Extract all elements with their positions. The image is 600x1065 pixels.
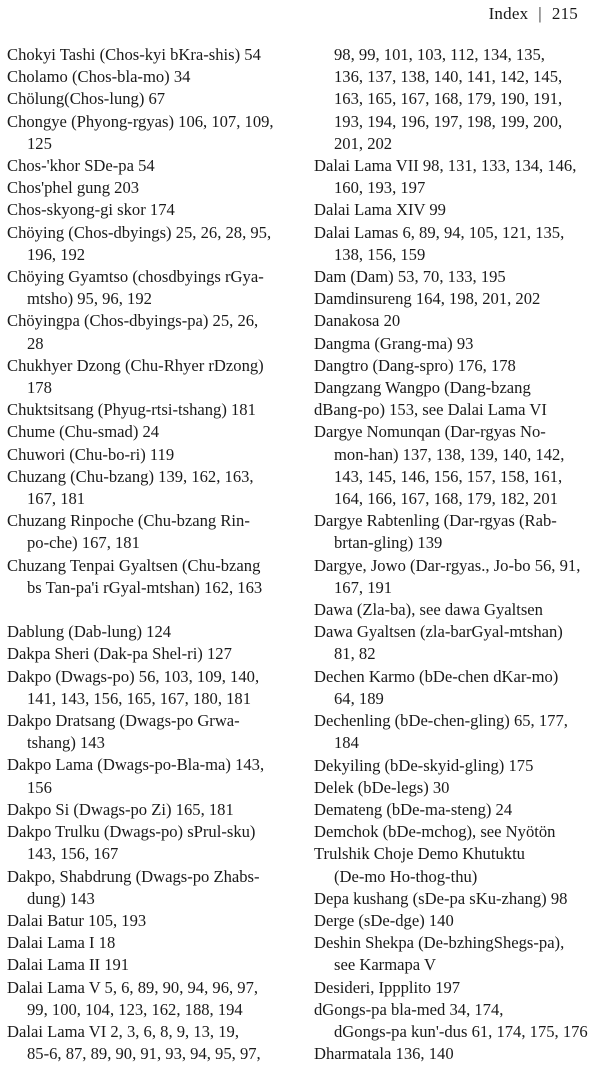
index-entry-continuation: 163, 165, 167, 168, 179, 190, 191, [334,89,563,109]
index-entry: Cholamo (Chos-bla-mo) 34 [7,67,191,87]
index-entry-continuation: po-che) 167, 181 [27,533,140,553]
index-entry: Dalai Lama II 191 [7,955,130,975]
index-entry: Dawa Gyaltsen (zla-barGyal-mtshan) [314,622,563,642]
index-entry: Chos-skyong-gi skor 174 [7,200,175,220]
index-entry: Desideri, Ippplito 197 [314,977,461,997]
index-entry: Dangzang Wangpo (Dang-bzang [314,378,531,398]
index-entry: Chokyi Tashi (Chos-kyi bKra-shis) 54 [7,45,261,64]
index-entry: Chuzang (Chu-bzang) 139, 162, 163, [7,466,254,486]
index-entry: Dangtro (Dang-spro) 176, 178 [314,355,516,375]
index-entry-continuation: 164, 166, 167, 168, 179, 182, 201 [334,489,559,509]
index-entry-continuation: 141, 143, 156, 165, 167, 180, 181 [27,688,252,708]
index-entry: Depa kushang (sDe-pa sKu-zhang) 98 [314,888,568,908]
index-entry: Delek (bDe-legs) 30 [314,777,450,797]
index-entry: Dalai Lama XIV 99 [314,200,446,220]
index-entry-continuation: 125 [27,133,52,153]
separator: | [538,4,542,23]
letter-gap [7,599,307,621]
index-entry-continuation: see Karmapa V [334,955,436,975]
index-entry: Chos-'khor SDe-pa 54 [7,156,155,176]
index-entry: Dakpo (Dwags-po) 56, 103, 109, 140, [7,666,260,686]
running-head [489,4,578,24]
index-entry-continuation: 85-6, 87, 89, 90, 91, 93, 94, 95, 97, [27,1044,261,1064]
index-entry: Chos'phel gung 203 [7,178,140,198]
index-entry: Dalai Lamas 6, 89, 94, 105, 121, 135, [314,222,565,242]
index-entry: Chukhyer Dzong (Chu-Rhyer rDzong) [7,355,264,375]
index-entry: Dangma (Grang-ma) 93 [314,333,474,353]
index-entry: Chume (Chu-smad) 24 [7,422,160,442]
index-entry-continuation: 136, 137, 138, 140, 141, 142, 145, [334,67,563,87]
index-entry: Dechen Karmo (bDe-chen dKar-mo) [314,666,559,686]
index-entry: Chölung(Chos-lung) 67 [7,89,166,109]
index-entry-continuation: 28 [27,333,44,353]
index-entry: Deshin Shekpa (De-bzhingShegs-pa), [314,933,565,953]
index-entry: Dakpo Si (Dwags-po Zi) 165, 181 [7,799,234,819]
page-number: 215 [551,4,578,23]
index-entry: Dakpo, Shabdrung (Dwags-po Zhabs- [7,866,260,886]
index-entry: Chuktsitsang (Phyug-rtsi-tshang) 181 [7,400,256,420]
index-entry: Chöyingpa (Chos-dbyings-pa) 25, 26, [7,311,259,331]
index-entry-continuation: 156 [27,777,52,797]
index-entry-continuation: 81, 82 [334,644,376,664]
index-entry: Dakpa Sheri (Dak-pa Shel-ri) 127 [7,644,232,664]
index-entry: Dharmatala 136, 140 [314,1044,454,1064]
index-entry: Dargye Rabtenling (Dar-rgyas (Rab- [314,511,557,531]
index-entry-continuation: 138, 156, 159 [334,244,426,264]
index-entry-continuation: dGongs-pa kun'-dus 61, 174, 175, 176 [334,1021,588,1041]
index-entry: Chöying (Chos-dbyings) 25, 26, 28, 95, [7,222,272,242]
index-entry: dGongs-pa bla-med 34, 174, [314,999,504,1019]
index-entry: Danakosa 20 [314,311,401,331]
index-entry-continuation: mtsho) 95, 96, 192 [27,289,152,309]
index-entry: Dawa (Zla-ba), see dawa Gyaltsen [314,600,543,620]
index-entry: Dargye, Jowo (Dar-rgyas., Jo-bo 56, 91, [314,555,581,575]
index-entry: Dakpo Lama (Dwags-po-Bla-ma) 143, [7,755,265,775]
index-entry: Derge (sDe-dge) 140 [314,910,454,930]
index-entry-continuation: 98, 99, 101, 103, 112, 134, 135, [334,45,545,64]
index-entry: Dekyiling (bDe-skyid-gling) 175 [314,755,534,775]
index-entry-continuation: 178 [27,378,52,398]
index-entry-continuation: 143, 145, 146, 156, 157, 158, 161, [334,466,563,486]
index-entry-continuation: 167, 191 [334,577,393,597]
index-entry: Dechenling (bDe-chen-gling) 65, 177, [314,711,568,731]
index-entry: Dalai Lama VII 98, 131, 133, 134, 146, [314,156,577,176]
index-entry: Dablung (Dab-lung) 124 [7,622,172,642]
index-entry-continuation: mon-han) 137, 138, 139, 140, 142, [334,444,565,464]
index-entry: Chuzang Rinpoche (Chu-bzang Rin- [7,511,250,531]
index-entry: Dalai Lama V 5, 6, 89, 90, 94, 96, 97, [7,977,259,997]
index-entry-continuation: 160, 193, 197 [334,178,426,198]
index-entry-continuation: 201, 202 [334,133,393,153]
index-column-right [314,44,597,1065]
index-entry: Demchok (bDe-mchog), see Nyötön [314,822,556,842]
index-entry: Dakpo Dratsang (Dwags-po Grwa- [7,711,240,731]
index-entry: Chuzang Tenpai Gyaltsen (Chu-bzang [7,555,261,575]
index-entry: Dakpo Trulku (Dwags-po) sPrul-sku) [7,822,256,842]
index-entry: Dalai Lama VI 2, 3, 6, 8, 9, 13, 19, [7,1021,239,1041]
index-entry-continuation: 167, 181 [27,489,86,509]
index-entry-continuation: (De-mo Ho-thog-thu) [334,866,478,886]
index-entry-continuation: 184 [334,733,359,753]
index-entry-continuation: 193, 194, 196, 197, 198, 199, 200, [334,111,563,131]
index-entry: Demateng (bDe-ma-steng) 24 [314,799,513,819]
section-title: Index [488,4,529,23]
index-entry: Dargye Nomunqan (Dar-rgyas No- [314,422,546,442]
index-entry: Chöying Gyamtso (chosdbyings rGya- [7,267,264,287]
index-column-left [7,44,307,1065]
index-entry-continuation: brtan-gling) 139 [334,533,443,553]
index-entry-continuation: 143, 156, 167 [27,844,119,864]
index-entry-continuation: 64, 189 [334,688,384,708]
index-entry-continuation: 196, 192 [27,244,86,264]
index-entry-continuation: tshang) 143 [27,733,105,753]
index-entry: Dam (Dam) 53, 70, 133, 195 [314,267,506,287]
index-entry-continuation: bs Tan-pa'i rGyal-mtshan) 162, 163 [27,577,263,597]
index-entry: Damdinsureng 164, 198, 201, 202 [314,289,541,309]
index-entry: Dalai Batur 105, 193 [7,910,147,930]
index-entry: Chongye (Phyong-rgyas) 106, 107, 109, [7,111,274,131]
index-entry-continuation: 99, 100, 104, 123, 162, 188, 194 [27,999,243,1019]
index-entry: Trulshik Choje Demo Khutuktu [314,844,525,864]
index-entry: dBang-po) 153, see Dalai Lama VI [314,400,547,420]
index-entry: Dalai Lama I 18 [7,933,116,953]
index-entry-continuation: dung) 143 [27,888,95,908]
index-entry: Chuwori (Chu-bo-ri) 119 [7,444,175,464]
